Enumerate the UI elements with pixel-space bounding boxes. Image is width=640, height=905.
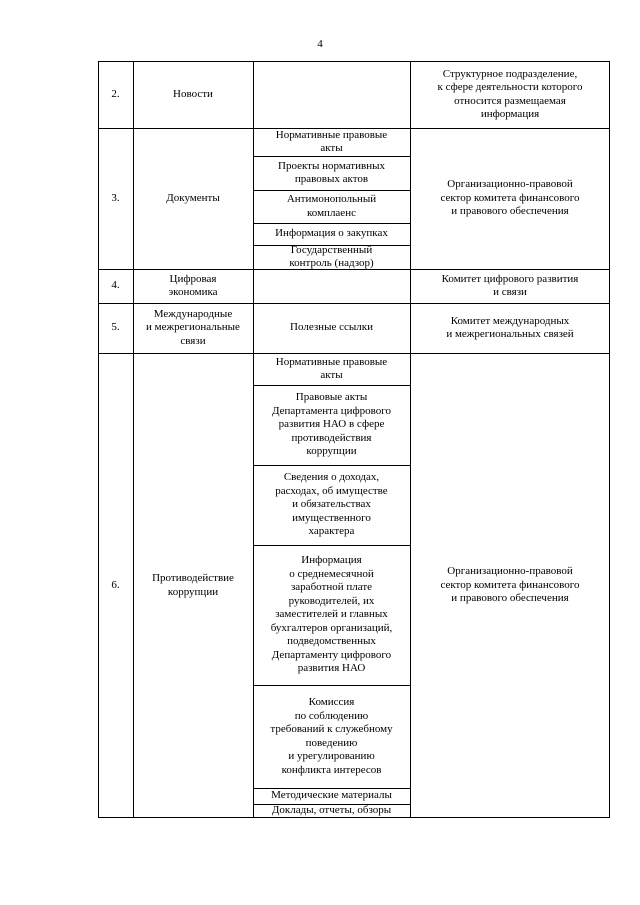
section-name: Противодействие коррупции — [152, 572, 234, 598]
responsible-unit: Организационно-правовой сектор комитета финансового и правового обеспечения — [440, 565, 580, 605]
subsection-item — [253, 269, 410, 303]
section-name: Новости — [173, 87, 213, 100]
subsection-item: Методические материалы — [271, 789, 392, 802]
row-number: 2. — [111, 87, 120, 100]
subsection-item: Комиссия по соблюдению требований к служебному поведению и урегулированию конфликта интересов — [270, 696, 393, 776]
responsible-unit: Организационно-правовой сектор комитета финансового и правового обеспечения — [440, 178, 580, 218]
navigation-table — [98, 61, 610, 818]
subsection-item: Нормативные правовые акты — [275, 355, 388, 381]
subsection-item — [253, 61, 410, 128]
section-name: Цифровая экономика — [168, 272, 218, 298]
section-name: Международные и межрегиональные связи — [146, 307, 240, 347]
subsection-item: Информация о закупках — [275, 227, 388, 240]
subsection-item: Полезные ссылки — [290, 321, 373, 334]
subsection-item: Доклады, отчеты, обзоры — [271, 804, 392, 817]
subsection-item: Сведения о доходах, расходах, об имуществе и обязательствах имущественного характера — [275, 471, 388, 538]
row-number: 5. — [111, 321, 120, 334]
subsection-item: Нормативные правовые акты — [275, 128, 388, 154]
responsible-unit: Комитет цифрового развития и связи — [441, 272, 579, 298]
subsection-item: Информация о среднемесячной заработной плате руководителей, их заместителей и главных бухгалтеров организаций, подведомственных Департаменту цифрового развития НАО — [270, 554, 393, 675]
subsection-item: Правовые акты Департамента цифрового развития НАО в сфере противодействия коррупции — [271, 391, 392, 458]
subsection-item: Государственный контроль (надзор) — [289, 243, 374, 269]
row-number: 3. — [111, 191, 120, 204]
subsection-item: Антимонопольный комплаенс — [286, 193, 377, 219]
row-number: 6. — [111, 578, 120, 591]
subsection-item: Проекты нормативных правовых актов — [278, 159, 385, 185]
page-number: 4 — [317, 38, 323, 50]
responsible-unit: Комитет международных и межрегиональных связей — [446, 314, 574, 340]
row-number: 4. — [111, 279, 120, 292]
responsible-unit: Структурное подразделение, к сфере деятельности которого относится размещаемая информация — [437, 67, 583, 120]
section-name: Документы — [166, 191, 220, 204]
